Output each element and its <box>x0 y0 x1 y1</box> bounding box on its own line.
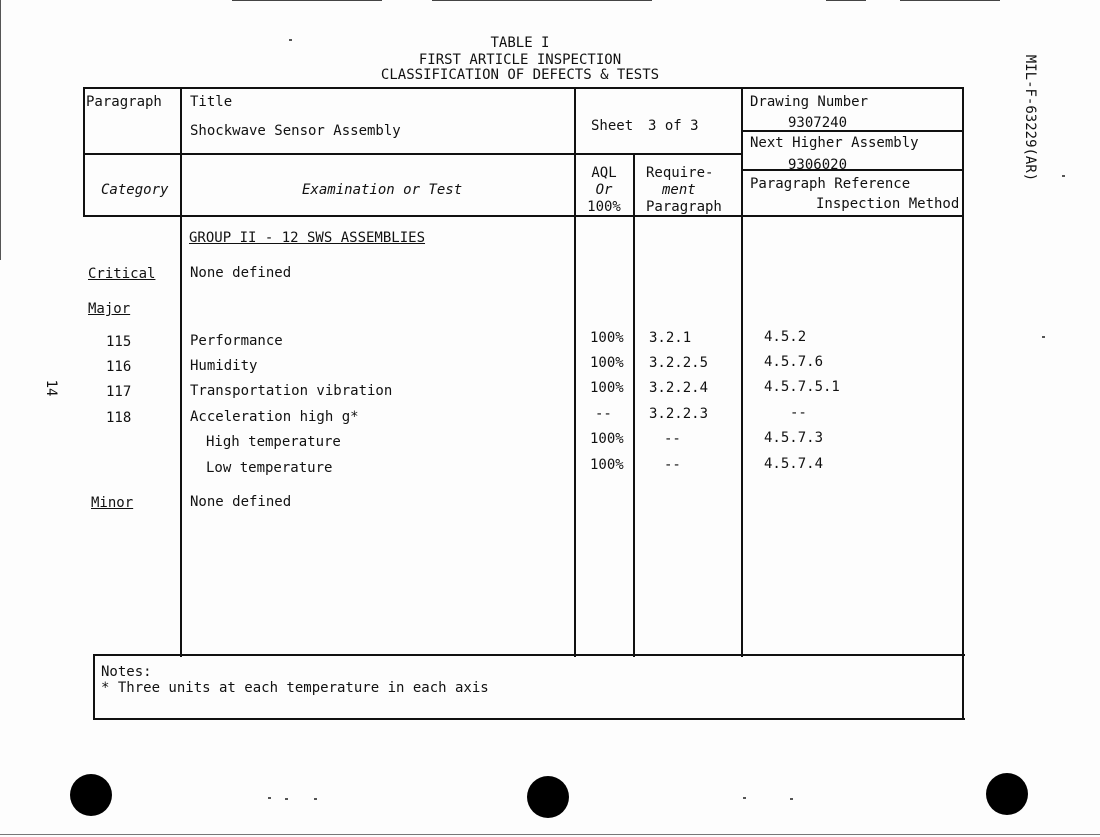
table-border-bottom <box>95 718 965 720</box>
table-subtitle: CLASSIFICATION OF DEFECTS & TESTS <box>380 67 660 83</box>
column-divider <box>633 153 635 657</box>
punch-hole <box>70 774 112 816</box>
critical-value: None defined <box>190 265 292 281</box>
req-line2: ment <box>662 182 696 198</box>
critical-label: Critical <box>88 266 156 282</box>
row-category: 115 <box>106 334 132 350</box>
row-reference: 4.5.7.5.1 <box>764 379 840 395</box>
paragraph-reference-label: Paragraph Reference <box>750 176 911 192</box>
scan-edge-mark <box>826 0 866 1</box>
row-requirement: -- <box>664 457 681 473</box>
drawing-divider <box>742 130 963 132</box>
scan-speck <box>743 797 746 799</box>
row-category: 118 <box>106 410 132 426</box>
aql-header <box>576 165 632 216</box>
sheet-value: 3 of 3 <box>648 118 699 134</box>
column-divider <box>180 87 182 657</box>
row-category: 117 <box>106 384 132 400</box>
paragraph-label: Paragraph <box>86 94 162 110</box>
row-reference: 4.5.7.6 <box>764 354 824 370</box>
aql-line1: AQL <box>591 165 617 181</box>
minor-value: None defined <box>190 494 292 510</box>
scan-edge-mark <box>0 0 1 260</box>
row-aql: -- <box>595 406 612 422</box>
req-line1: Require- <box>646 165 714 181</box>
scan-speck <box>790 798 793 800</box>
table-left-border-top <box>83 87 85 217</box>
punch-hole <box>986 773 1028 815</box>
assembly-divider <box>742 169 963 171</box>
row-exam: Humidity <box>190 358 258 374</box>
row-reference: 4.5.2 <box>764 329 807 345</box>
notes-label: Notes: <box>101 664 152 680</box>
page-number: 14 <box>43 379 59 397</box>
table-left-border-bottom <box>93 654 95 720</box>
row-exam: Transportation vibration <box>190 383 393 399</box>
scan-speck <box>268 797 271 799</box>
row-aql: 100% <box>590 457 624 473</box>
scan-speck <box>314 798 317 800</box>
inspection-method-label: Inspection Method <box>816 196 960 212</box>
table-right-border <box>962 87 964 720</box>
drawing-number-label: Drawing Number <box>750 94 869 110</box>
group-heading: GROUP II - 12 SWS ASSEMBLIES <box>189 230 426 246</box>
scan-edge-mark <box>900 0 1000 1</box>
minor-label: Minor <box>91 495 134 511</box>
column-divider <box>741 87 743 657</box>
row-exam: High temperature <box>206 434 341 450</box>
row-category: 116 <box>106 359 132 375</box>
header-bottom-border <box>83 215 963 217</box>
table-number: TABLE I <box>490 35 550 51</box>
next-higher-number: 9306020 <box>788 157 848 173</box>
row-exam: Acceleration high g* <box>190 409 359 425</box>
row-requirement: 3.2.2.5 <box>649 355 709 371</box>
scan-speck <box>289 39 292 41</box>
next-higher-label: Next Higher Assembly <box>750 135 919 151</box>
title-label: Title <box>190 94 233 110</box>
table-border-top <box>83 87 963 89</box>
table-title: FIRST ARTICLE INSPECTION <box>418 52 622 68</box>
notes-text: * Three units at each temperature in each axis <box>101 680 489 696</box>
row-reference: 4.5.7.3 <box>764 430 824 446</box>
category-label: Category <box>101 182 169 198</box>
row-exam: Low temperature <box>206 460 333 476</box>
scan-edge-mark <box>432 0 652 1</box>
scan-speck <box>1062 175 1065 177</box>
exam-label: Examination or Test <box>302 182 463 198</box>
row-reference: 4.5.7.4 <box>764 456 824 472</box>
row-aql: 100% <box>590 330 624 346</box>
scan-speck <box>285 798 288 800</box>
aql-line2: Or <box>595 182 613 198</box>
row-aql: 100% <box>590 431 624 447</box>
drawing-number: 9307240 <box>788 115 848 131</box>
row-exam: Performance <box>190 333 283 349</box>
document-code: MIL-F-63229(AR) <box>1022 54 1038 182</box>
req-line3: Paragraph <box>646 199 722 215</box>
row-reference: -- <box>790 405 807 421</box>
notes-divider <box>93 654 965 656</box>
requirement-header <box>646 165 722 216</box>
row-requirement: 3.2.2.3 <box>649 406 709 422</box>
major-label: Major <box>88 301 131 317</box>
aql-line3: 100% <box>587 199 621 215</box>
scan-edge-mark <box>0 834 1100 835</box>
row-requirement: -- <box>664 431 681 447</box>
row-requirement: 3.2.1 <box>649 330 692 346</box>
scan-edge-mark <box>232 0 382 1</box>
row-aql: 100% <box>590 355 624 371</box>
punch-hole <box>527 776 569 818</box>
scan-speck <box>1042 336 1045 338</box>
row-requirement: 3.2.2.4 <box>649 380 709 396</box>
title-value: Shockwave Sensor Assembly <box>190 123 401 139</box>
row-aql: 100% <box>590 380 624 396</box>
sheet-label: Sheet <box>591 118 634 134</box>
